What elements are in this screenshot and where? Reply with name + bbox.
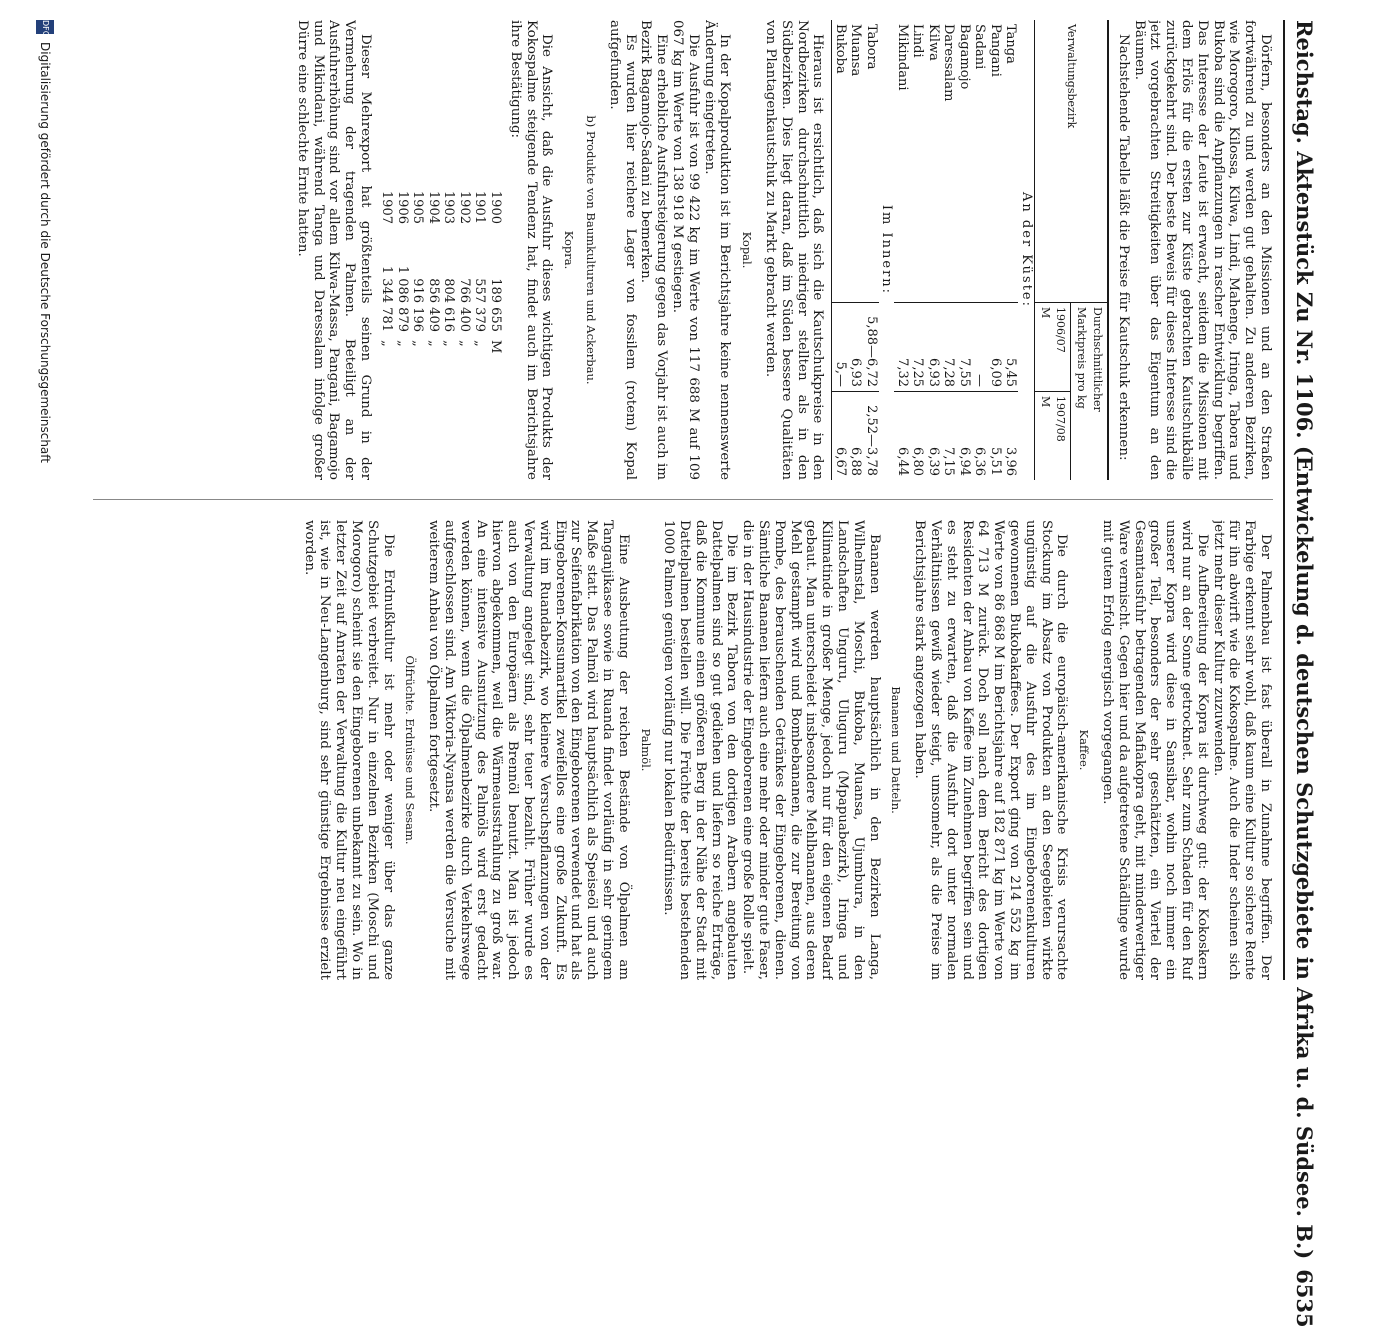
bananen-heading: Bananen und Datteln. bbox=[889, 686, 904, 814]
table-row: 1905 916 196 „ bbox=[410, 190, 426, 347]
oelfruechte-heading: Ölfrüchte. Erdnüsse und Sesam. bbox=[403, 655, 418, 845]
table-intro: Nachstehende Tabelle läßt die Preise für Kautschuk erkennen: bbox=[1115, 34, 1131, 461]
table-row: 1900 189 655 M bbox=[488, 190, 503, 354]
table-row: 1901 557 379 „ bbox=[472, 190, 488, 347]
erdnuss-paragraph: Die Erdnußkultur ist mehr oder weniger über das ganze Schutzgebiet verbreitet. Nur in einzelnen Bezirken (Moschi und Morogoro) scheint sie den Eingeborenen unbekannt zu sein. Wo in letzter Zeit auf Anraten der Verwaltung die Kultur neu eingeführt ist, wie in Neu-Langenburg, sind sehr günstige Ergebnisse erzielt worden. bbox=[301, 520, 396, 980]
palmoel-heading: Palmöl. bbox=[638, 728, 653, 772]
kopra-paragraph-2: Dieser Mehrexport hat größtenteils seinen Grund in der Vermehrung der tragenden Palmen. Beteiligt an der Ausfuhrerhöhung sind vor allem Kilwa-Massa, Pangani, Bagamojo und Mikindani, während Tanga und Daressalam infolge großer Dürre eine schlechte Ernte hatten. bbox=[294, 20, 373, 480]
kopra-export-table bbox=[379, 80, 503, 384]
kopra-processing-paragraph: Die Aufbereitung der Kopra ist durchweg gut: der Kokoskern wird nur an der Sonne getrocknet. Sehr zum Schaden für den Ruf unserer Kopra wird diese in Sansibar, wohin noch immer ein großer Teil, besonders der sehr geschätzten, ein Viertel der Gesamtausfuhr betragenden Mafiakopra geht, mit minderwertiger Ware vermischt. Gegen hier und da aufgetretene Schädlinge wurde mit gutem Erfolg energisch vorgegangen. bbox=[1100, 520, 1210, 980]
table-row: 1903 804 616 „ bbox=[441, 190, 457, 347]
coast-label: An der Küste: bbox=[1018, 191, 1034, 309]
table-row: Muansa 6,93 6,88 bbox=[848, 20, 864, 480]
palm-paragraph: Der Palmenbau ist fast überall in Zunahme begriffen. Der Farbige erkennt sehr wohl, daß kaum eine Kultur so sichere Rente für ihn abwirft wie die Kokospalme. Auch die Inder scheinen sich jetzt mehr dieser Kultur zuzuwenden. bbox=[1210, 520, 1273, 980]
table-row: Mikindani 7,32 6,44 bbox=[894, 20, 910, 480]
kopal-paragraph-3: Eine erhebliche Ausfuhrsteigerung gegen das Vorjahr ist auch im Bezirk Bagamojo-Sadani zu bemerken. bbox=[638, 20, 670, 480]
bananen-paragraph-2: Die im Bezirk Tabora von den dortigen Arabern angebauten Dattelpalmen sind so gut gediehen und liefern so reiche Erträge, daß die Kommune einen größeren Berg in der Nähe der Stadt mit Dattelpalmen bestellen will. Die Früchte der bereits bestehenden 1000 Palmen genügen vorläufig nur lokalen Bedürfnissen. bbox=[661, 520, 740, 980]
table-row: Bukoba 5,— 6,67 bbox=[832, 20, 848, 480]
footer-text: Digitalisierung gefördert durch die Deutsche Forschungsgemeinschaft bbox=[38, 42, 52, 464]
kopal-paragraph-4: Es wurden hier reichere Lager von fossilem (rotem) Kopal aufgefunden. bbox=[606, 20, 638, 480]
palmoel-paragraph: Eine Ausbeutung der reichen Bestände von Ölpalmen am Tanganjikasee sowie in Ruanda findet vorläufig in sehr geringem Maße statt. Das Palmöl wird hauptsächlich als Speiseöl und auch zur Seifenfabrikation von den Eingeborenen verwendet und hat als Eingeborenen-Konsumartikel zweifellos eine große Zukunft. Es wird im Ruandabezirk, wo kleinere Versuchspflanzungen von der Verwaltung angelegt sind, sehr teuer bezahlt. Früher wurde es auch von den Europäern als Brennöl benutzt. Man ist jedoch hiervon abgekommen, weil die Wärmeausstrahlung zu groß war. An eine intensive Ausnutzung des Palmöls wird erst gedacht werden können, wenn die Ölpalmenbezirke durch Verkehrswege aufgeschlossen sind. Am Viktoria-Nyansa werden die Versuche mit weiterem Anbau von Ölpalmen fortgesetzt. bbox=[426, 520, 631, 980]
table-row: Sadani — 6,36 bbox=[972, 20, 988, 480]
kopra-heading: Kopra. bbox=[562, 230, 577, 270]
rubber-price-table bbox=[831, 20, 1109, 480]
rotated-page bbox=[25, 20, 1325, 1328]
table-row: Bagamojo 7,55 6,94 bbox=[956, 20, 972, 480]
inland-label: Im Innern: bbox=[879, 204, 895, 296]
col-price: Durchschnittlicher Marktpreis pro kg bbox=[1071, 303, 1108, 481]
bananen-paragraph-1: Bananen werden hauptsächlich in den Bezirken Langa, Wilhelmstal, Moschi, Bukoba, Muansa, Ujumbura, in den Landschaften Unguru, Uluguru (Mpapuabezirk), Iringa und Kilimatinde in großer Menge, jedoch nur für den eigenen Bedarf gebaut. Man unterscheidet insbesondere Mehlbananen, aus deren Mehl gestampft wird und Bombebananen, die zur Bereitung von Pombe, des berauschenden Getränkes der Eingeborenen, dienen. Sämtliche Bananen liefern auch eine mehr oder minder gute Faser, die in der Hausindustrie der Eingeborenen eine große Rolle spielt. bbox=[740, 520, 882, 980]
header-title: Reichstag. Aktenstück Zu Nr. 1106. (Entwickelung d. deutschen Schutzgebiete in Afrika u. d. Südsee. B.) bbox=[1292, 20, 1318, 1260]
page-header bbox=[1283, 20, 1325, 1328]
section-b-heading: b) Produkte von Baumkulturen und Ackerbau. bbox=[583, 115, 598, 385]
table-row: 1907 1 344 781 „ bbox=[379, 190, 395, 347]
kaffee-heading: Kaffee. bbox=[1077, 729, 1092, 771]
col-year-1: 1906/07 M bbox=[1034, 303, 1071, 392]
right-column bbox=[93, 520, 1273, 980]
table-row: Tanga 5,45 3,96 bbox=[1003, 20, 1019, 480]
table-row: Pangani 6,09 5,51 bbox=[987, 20, 1003, 480]
column-divider bbox=[93, 499, 1273, 500]
kopal-paragraph-1: In der Kopalproduktion ist im Berichtsjahre keine nennenswerte Änderung eingetreten. bbox=[701, 20, 733, 480]
table-row: 1906 1 086 879 „ bbox=[395, 190, 410, 347]
kopra-paragraph-1: Die Ansicht, daß die Ausfuhr dieses wichtigen Produkts der Kokospalme steigende Tendenz hat, findet auch im Berichtsjahre ihre Bestätigung: bbox=[507, 20, 555, 480]
kopal-heading: Kopal. bbox=[740, 231, 755, 269]
kopal-paragraph-2: Die Ausfuhr ist von 99 422 kg im Werte von 117 688 M auf 109 067 kg im Werte von 138 918 M gestiegen. bbox=[669, 20, 701, 480]
table-row: 1902 766 400 „ bbox=[457, 190, 472, 347]
left-column bbox=[93, 20, 1273, 480]
kaffee-paragraph: Die durch die europäisch-amerikanische Krisis verursachte Stockung im Absatz von Produkten an den Seegebieten wirkte ungünstig auf die Ausfuhr des im Eingeborenenkulturen gewonnenen Bukobakaffees. Der Export ging von 214 552 kg im Werte von 86 868 M im Berichtsjahre auf 182 871 kg im Werte von 64 713 M zurück. Doch soll nach dem Bericht des dortigen Residenten der Anbau von Kaffee im Zunehmen begriffen sein und es steht zu erwarten, daß die Ausfuhr dort unter normalen Verhältnissen gewiß wieder steigt, umsomehr, als die Preise im Berichtsjahre stark angezogen haben. bbox=[912, 520, 1070, 980]
table-row: Tabora 5,88—6,72 2,52—3,78 bbox=[863, 20, 879, 480]
col-district: Verwaltungsbezirk bbox=[1034, 20, 1108, 303]
intro-paragraph: Dörfern, besonders an den Missionen und an den Straßen fortwährend zu und werden gut gehalten. Zu anderen Bezirken, wie Morogoro, Kilossa, Kilwa, Lindi, Mahenge, Iringa, Tabora und Bukoba sind die Anpflanzungen in rascher Entwicklung begriffen. Das Interesse der Leute ist erwacht, seitdem die Missionen mit dem Erlös für die ersten zur Küste gebrachten Kautschukbälle zurückgekehrt sind. Der beste Beweis für dieses Interesse sind die jetzt vorgebrachten Streitigkeiten über das Eigentum an den Bäumen. bbox=[1131, 20, 1273, 480]
table-row: Daressalam 7,28 7,15 bbox=[941, 20, 957, 480]
page-number: 6535 bbox=[1292, 1269, 1318, 1328]
dfg-logo-icon: DFG bbox=[36, 20, 54, 34]
table-row: Lindi 7,25 6,80 bbox=[910, 20, 926, 480]
after-table-paragraph: Hieraus ist ersichtlich, daß sich die Kautschukpreise in den Nordbezirken durchschnittlich niedriger stellten als in den Südbezirken. Dies liegt daran, daß im Süden bessere Qualitäten von Plantagenkautschuk zu Markt gebracht werden. bbox=[762, 20, 826, 480]
col-year-2: 1907/08 M bbox=[1034, 392, 1071, 481]
table-row: 1904 856 409 „ bbox=[426, 190, 441, 347]
table-row: Kilwa 6,93 6,39 bbox=[925, 20, 941, 480]
digitization-footer bbox=[30, 20, 60, 980]
